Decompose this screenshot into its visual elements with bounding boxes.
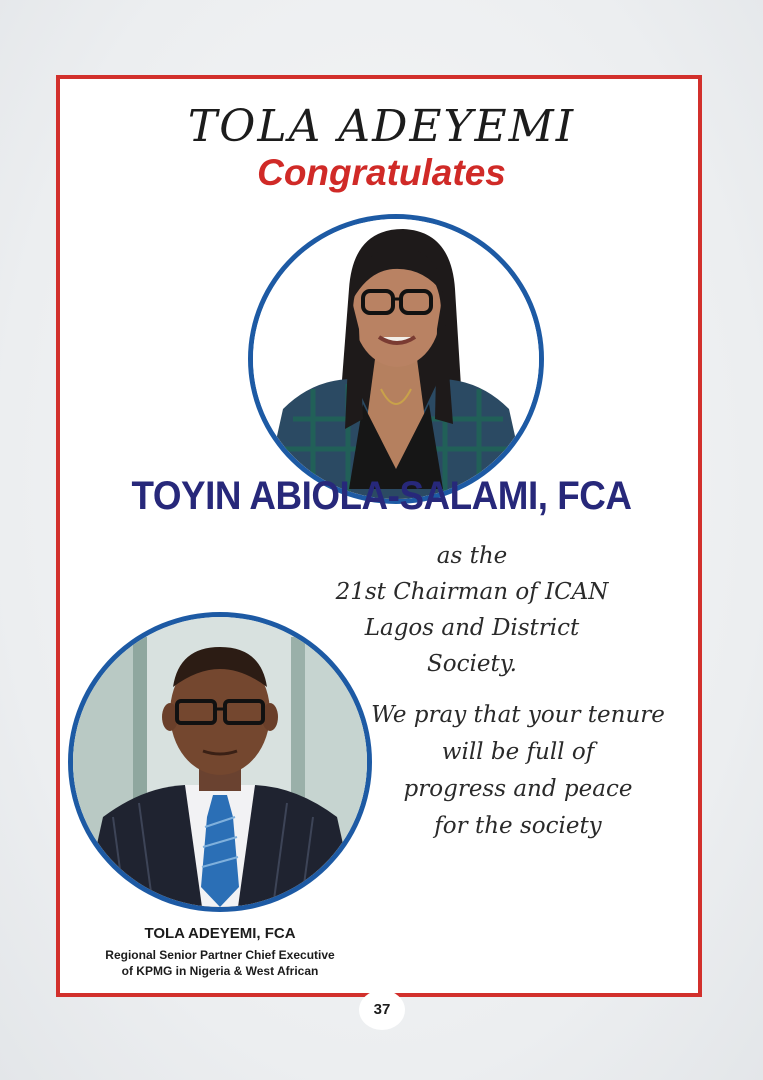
honoree-photo — [248, 214, 544, 504]
sender-role-line: of KPMG in Nigeria & West African — [121, 964, 319, 978]
message-line: for the society — [434, 813, 602, 839]
message-line: will be full of — [441, 739, 595, 765]
message-line: Lagos and District Society. — [364, 615, 580, 677]
message-appointment — [322, 538, 622, 682]
message-prayer — [368, 697, 668, 845]
message-line: as the — [436, 543, 508, 569]
sender-headline: TOLA ADEYEMI — [187, 101, 576, 152]
honoree-name: TOYIN ABIOLA-SALAMI, FCA — [131, 474, 632, 518]
sender-role — [68, 947, 372, 979]
message-line: We pray that your tenure — [371, 702, 665, 728]
sender-photo — [68, 612, 372, 912]
sender-name: TOLA ADEYEMI, FCA — [144, 925, 296, 942]
message-line: progress and peace — [403, 776, 633, 802]
sender-role-line: Regional Senior Partner Chief Executive — [105, 948, 335, 962]
congratulates-heading: Congratulates — [257, 152, 506, 193]
message-line: 21st Chairman of ICAN — [335, 579, 609, 605]
page-number: 37 — [359, 990, 405, 1030]
